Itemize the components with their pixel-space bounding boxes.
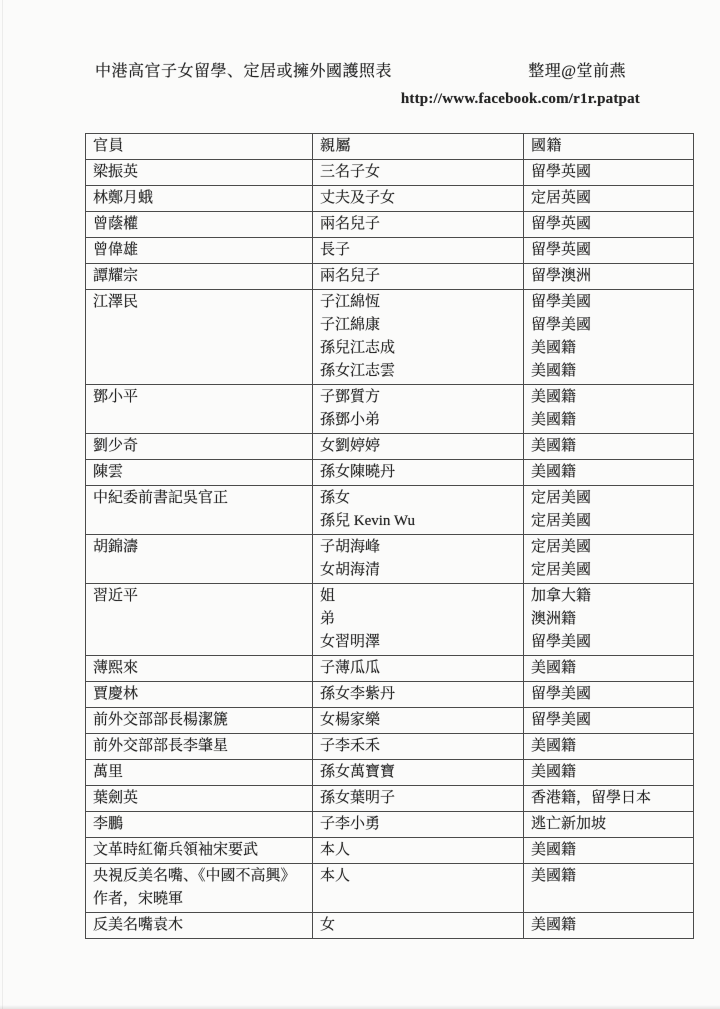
cell-line: 長子	[320, 242, 351, 258]
title-row	[95, 58, 640, 81]
cell-line: 留學美國	[531, 317, 592, 333]
official-cell	[86, 290, 313, 385]
cell-line: 胡錦濤	[93, 539, 139, 555]
cell-line: 曾偉雄	[93, 242, 139, 258]
relatives-cell	[313, 913, 524, 939]
cell-line: 美國籍	[531, 464, 577, 480]
nationality-cell	[524, 486, 694, 535]
cell-line: 孫女	[320, 490, 351, 506]
cell-line: 子鄧質方	[320, 389, 381, 405]
nationality-cell	[524, 186, 694, 212]
cell-line: 子江綿恆	[320, 294, 381, 310]
cell-line: 文革時紅衛兵領袖宋要武	[93, 842, 259, 858]
cell-line: 美國籍	[531, 363, 577, 379]
cell-line: 反美名嘴袁木	[93, 917, 184, 933]
cell-line: 定居英國	[531, 190, 592, 206]
cell-line: 子江綿康	[320, 317, 381, 333]
cell-line: 留學美國	[531, 294, 592, 310]
cell-line: 陳雲	[93, 464, 124, 480]
cell-line: 萬里	[93, 764, 124, 780]
credit-text: 整理@堂前燕	[528, 63, 626, 80]
table-head	[86, 134, 694, 160]
cell-line: 美國籍	[531, 438, 577, 454]
cell-line: 定居美國	[531, 539, 592, 555]
official-cell	[86, 708, 313, 734]
official-cell	[86, 812, 313, 838]
cell-line: 美國籍	[531, 917, 577, 933]
table-row	[86, 212, 694, 238]
table-row	[86, 682, 694, 708]
cell-line: 梁振英	[93, 164, 139, 180]
official-cell	[86, 264, 313, 290]
cell-line: 譚耀宗	[93, 268, 139, 284]
cell-line: 孫女李紫丹	[320, 686, 396, 702]
nationality-cell	[524, 460, 694, 486]
relatives-cell	[313, 186, 524, 212]
official-cell	[86, 913, 313, 939]
cell-line: 留學美國	[531, 686, 592, 702]
cell-line: 孫女陳曉丹	[320, 464, 396, 480]
cell-line: 孫兒 Kevin Wu	[320, 513, 415, 529]
cell-line: 留學澳洲	[531, 268, 592, 284]
column-header: 親屬	[313, 134, 524, 160]
cell-line: 習近平	[93, 588, 139, 604]
document-header	[95, 58, 640, 108]
cell-line: 薄熙來	[93, 660, 139, 676]
cell-line: 兩名兒子	[320, 216, 381, 232]
relatives-cell	[313, 734, 524, 760]
table-row	[86, 708, 694, 734]
cell-line: 孫鄧小弟	[320, 412, 381, 428]
cell-line: 美國籍	[531, 412, 577, 428]
nationality-cell	[524, 864, 694, 913]
nationality-cell	[524, 760, 694, 786]
official-cell	[86, 486, 313, 535]
nationality-cell	[524, 535, 694, 584]
table-row	[86, 186, 694, 212]
relatives-cell	[313, 760, 524, 786]
cell-line: 子李禾禾	[320, 738, 381, 754]
cell-line: 美國籍	[531, 340, 577, 356]
table-row	[86, 838, 694, 864]
cell-line: 孫女江志雲	[320, 363, 396, 379]
cell-line: 三名子女	[320, 164, 381, 180]
relatives-cell	[313, 434, 524, 460]
cell-line: 本人	[320, 868, 351, 884]
relatives-cell	[313, 656, 524, 682]
cell-line: 葉劍英	[93, 790, 139, 806]
cell-line: 本人	[320, 842, 351, 858]
official-cell	[86, 760, 313, 786]
cell-line: 女胡海清	[320, 562, 381, 578]
table-body	[86, 160, 694, 939]
cell-line: 美國籍	[531, 738, 577, 754]
official-cell	[86, 212, 313, 238]
table-row	[86, 913, 694, 939]
official-cell	[86, 238, 313, 264]
nationality-cell	[524, 290, 694, 385]
relatives-cell	[313, 682, 524, 708]
cell-line: 孫女萬寶寶	[320, 764, 396, 780]
cell-line: 香港籍，留學日本	[531, 790, 652, 806]
cell-line: 美國籍	[531, 389, 577, 405]
table-row	[86, 160, 694, 186]
official-cell	[86, 838, 313, 864]
cell-line: 留學英國	[531, 216, 592, 232]
relatives-cell	[313, 708, 524, 734]
cell-line: 劉少奇	[93, 438, 139, 454]
nationality-cell	[524, 656, 694, 682]
official-cell	[86, 186, 313, 212]
cell-line: 賈慶林	[93, 686, 139, 702]
relatives-cell	[313, 460, 524, 486]
cell-line: 曾蔭權	[93, 216, 139, 232]
table-row	[86, 385, 694, 434]
cell-line: 江澤民	[93, 294, 139, 310]
cell-line: 留學英國	[531, 164, 592, 180]
cell-line: 美國籍	[531, 660, 577, 676]
officials-table	[85, 133, 694, 939]
facebook-url: http://www.facebook.com/r1r.patpat	[400, 91, 640, 107]
cell-line: 李鵬	[93, 816, 124, 832]
official-cell	[86, 864, 313, 913]
table-row	[86, 535, 694, 584]
nationality-cell	[524, 584, 694, 656]
cell-line: 孫女葉明子	[320, 790, 396, 806]
url-row	[95, 90, 640, 108]
nationality-cell	[524, 160, 694, 186]
cell-line: 留學英國	[531, 242, 592, 258]
cell-line: 女	[320, 917, 336, 933]
nationality-cell	[524, 212, 694, 238]
cell-line: 兩名兒子	[320, 268, 381, 284]
table-row	[86, 264, 694, 290]
cell-line: 子薄瓜瓜	[320, 660, 381, 676]
relatives-cell	[313, 290, 524, 385]
nationality-cell	[524, 434, 694, 460]
official-cell	[86, 460, 313, 486]
relatives-cell	[313, 486, 524, 535]
relatives-cell	[313, 160, 524, 186]
table-row	[86, 486, 694, 535]
cell-line: 加拿大籍	[531, 588, 592, 604]
official-cell	[86, 786, 313, 812]
nationality-cell	[524, 708, 694, 734]
official-cell	[86, 656, 313, 682]
relatives-cell	[313, 385, 524, 434]
table-row	[86, 786, 694, 812]
nationality-cell	[524, 385, 694, 434]
table-row	[86, 760, 694, 786]
official-cell	[86, 434, 313, 460]
relatives-cell	[313, 812, 524, 838]
official-cell	[86, 160, 313, 186]
cell-line: 鄧小平	[93, 389, 139, 405]
table-row	[86, 238, 694, 264]
column-header: 官員	[86, 134, 313, 160]
relatives-cell	[313, 864, 524, 913]
header-row	[86, 134, 694, 160]
column-header: 國籍	[524, 134, 694, 160]
nationality-cell	[524, 734, 694, 760]
cell-line: 逃亡新加坡	[531, 816, 607, 832]
cell-line: 定居美國	[531, 562, 592, 578]
table-row	[86, 812, 694, 838]
official-cell	[86, 584, 313, 656]
relatives-cell	[313, 584, 524, 656]
cell-line: 前外交部部長李肇星	[93, 738, 229, 754]
nationality-cell	[524, 812, 694, 838]
table-row	[86, 656, 694, 682]
cell-line: 女楊家樂	[320, 712, 381, 728]
relatives-cell	[313, 264, 524, 290]
cell-line: 丈夫及子女	[320, 190, 396, 206]
cell-line: 子胡海峰	[320, 539, 381, 555]
page-title: 中港高官子女留學、定居或擁外國護照表	[95, 63, 393, 80]
cell-line: 美國籍	[531, 868, 577, 884]
cell-line: 留學美國	[531, 634, 592, 650]
cell-line: 子李小勇	[320, 816, 381, 832]
relatives-cell	[313, 212, 524, 238]
table-row	[86, 864, 694, 913]
table-row	[86, 434, 694, 460]
relatives-cell	[313, 786, 524, 812]
nationality-cell	[524, 264, 694, 290]
cell-line: 前外交部部長楊潔篪	[93, 712, 229, 728]
nationality-cell	[524, 238, 694, 264]
official-cell	[86, 734, 313, 760]
relatives-cell	[313, 838, 524, 864]
cell-line: 姐	[320, 588, 336, 604]
table-row	[86, 584, 694, 656]
cell-line: 央視反美名嘴、《中國不高興》作者，宋曉軍	[93, 868, 296, 907]
cell-line: 留學美國	[531, 712, 592, 728]
cell-line: 孫兒江志成	[320, 340, 396, 356]
cell-line: 美國籍	[531, 842, 577, 858]
official-cell	[86, 682, 313, 708]
official-cell	[86, 535, 313, 584]
relatives-cell	[313, 238, 524, 264]
nationality-cell	[524, 786, 694, 812]
table-row	[86, 734, 694, 760]
cell-line: 澳洲籍	[531, 611, 577, 627]
cell-line: 美國籍	[531, 764, 577, 780]
nationality-cell	[524, 913, 694, 939]
cell-line: 定居美國	[531, 490, 592, 506]
cell-line: 定居美國	[531, 513, 592, 529]
cell-line: 女習明澤	[320, 634, 381, 650]
official-cell	[86, 385, 313, 434]
table-row	[86, 290, 694, 385]
cell-line: 中紀委前書記吳官正	[93, 490, 229, 506]
cell-line: 女劉婷婷	[320, 438, 381, 454]
nationality-cell	[524, 682, 694, 708]
cell-line: 林鄭月蛾	[93, 190, 154, 206]
relatives-cell	[313, 535, 524, 584]
cell-line: 弟	[320, 611, 336, 627]
table-row	[86, 460, 694, 486]
nationality-cell	[524, 838, 694, 864]
